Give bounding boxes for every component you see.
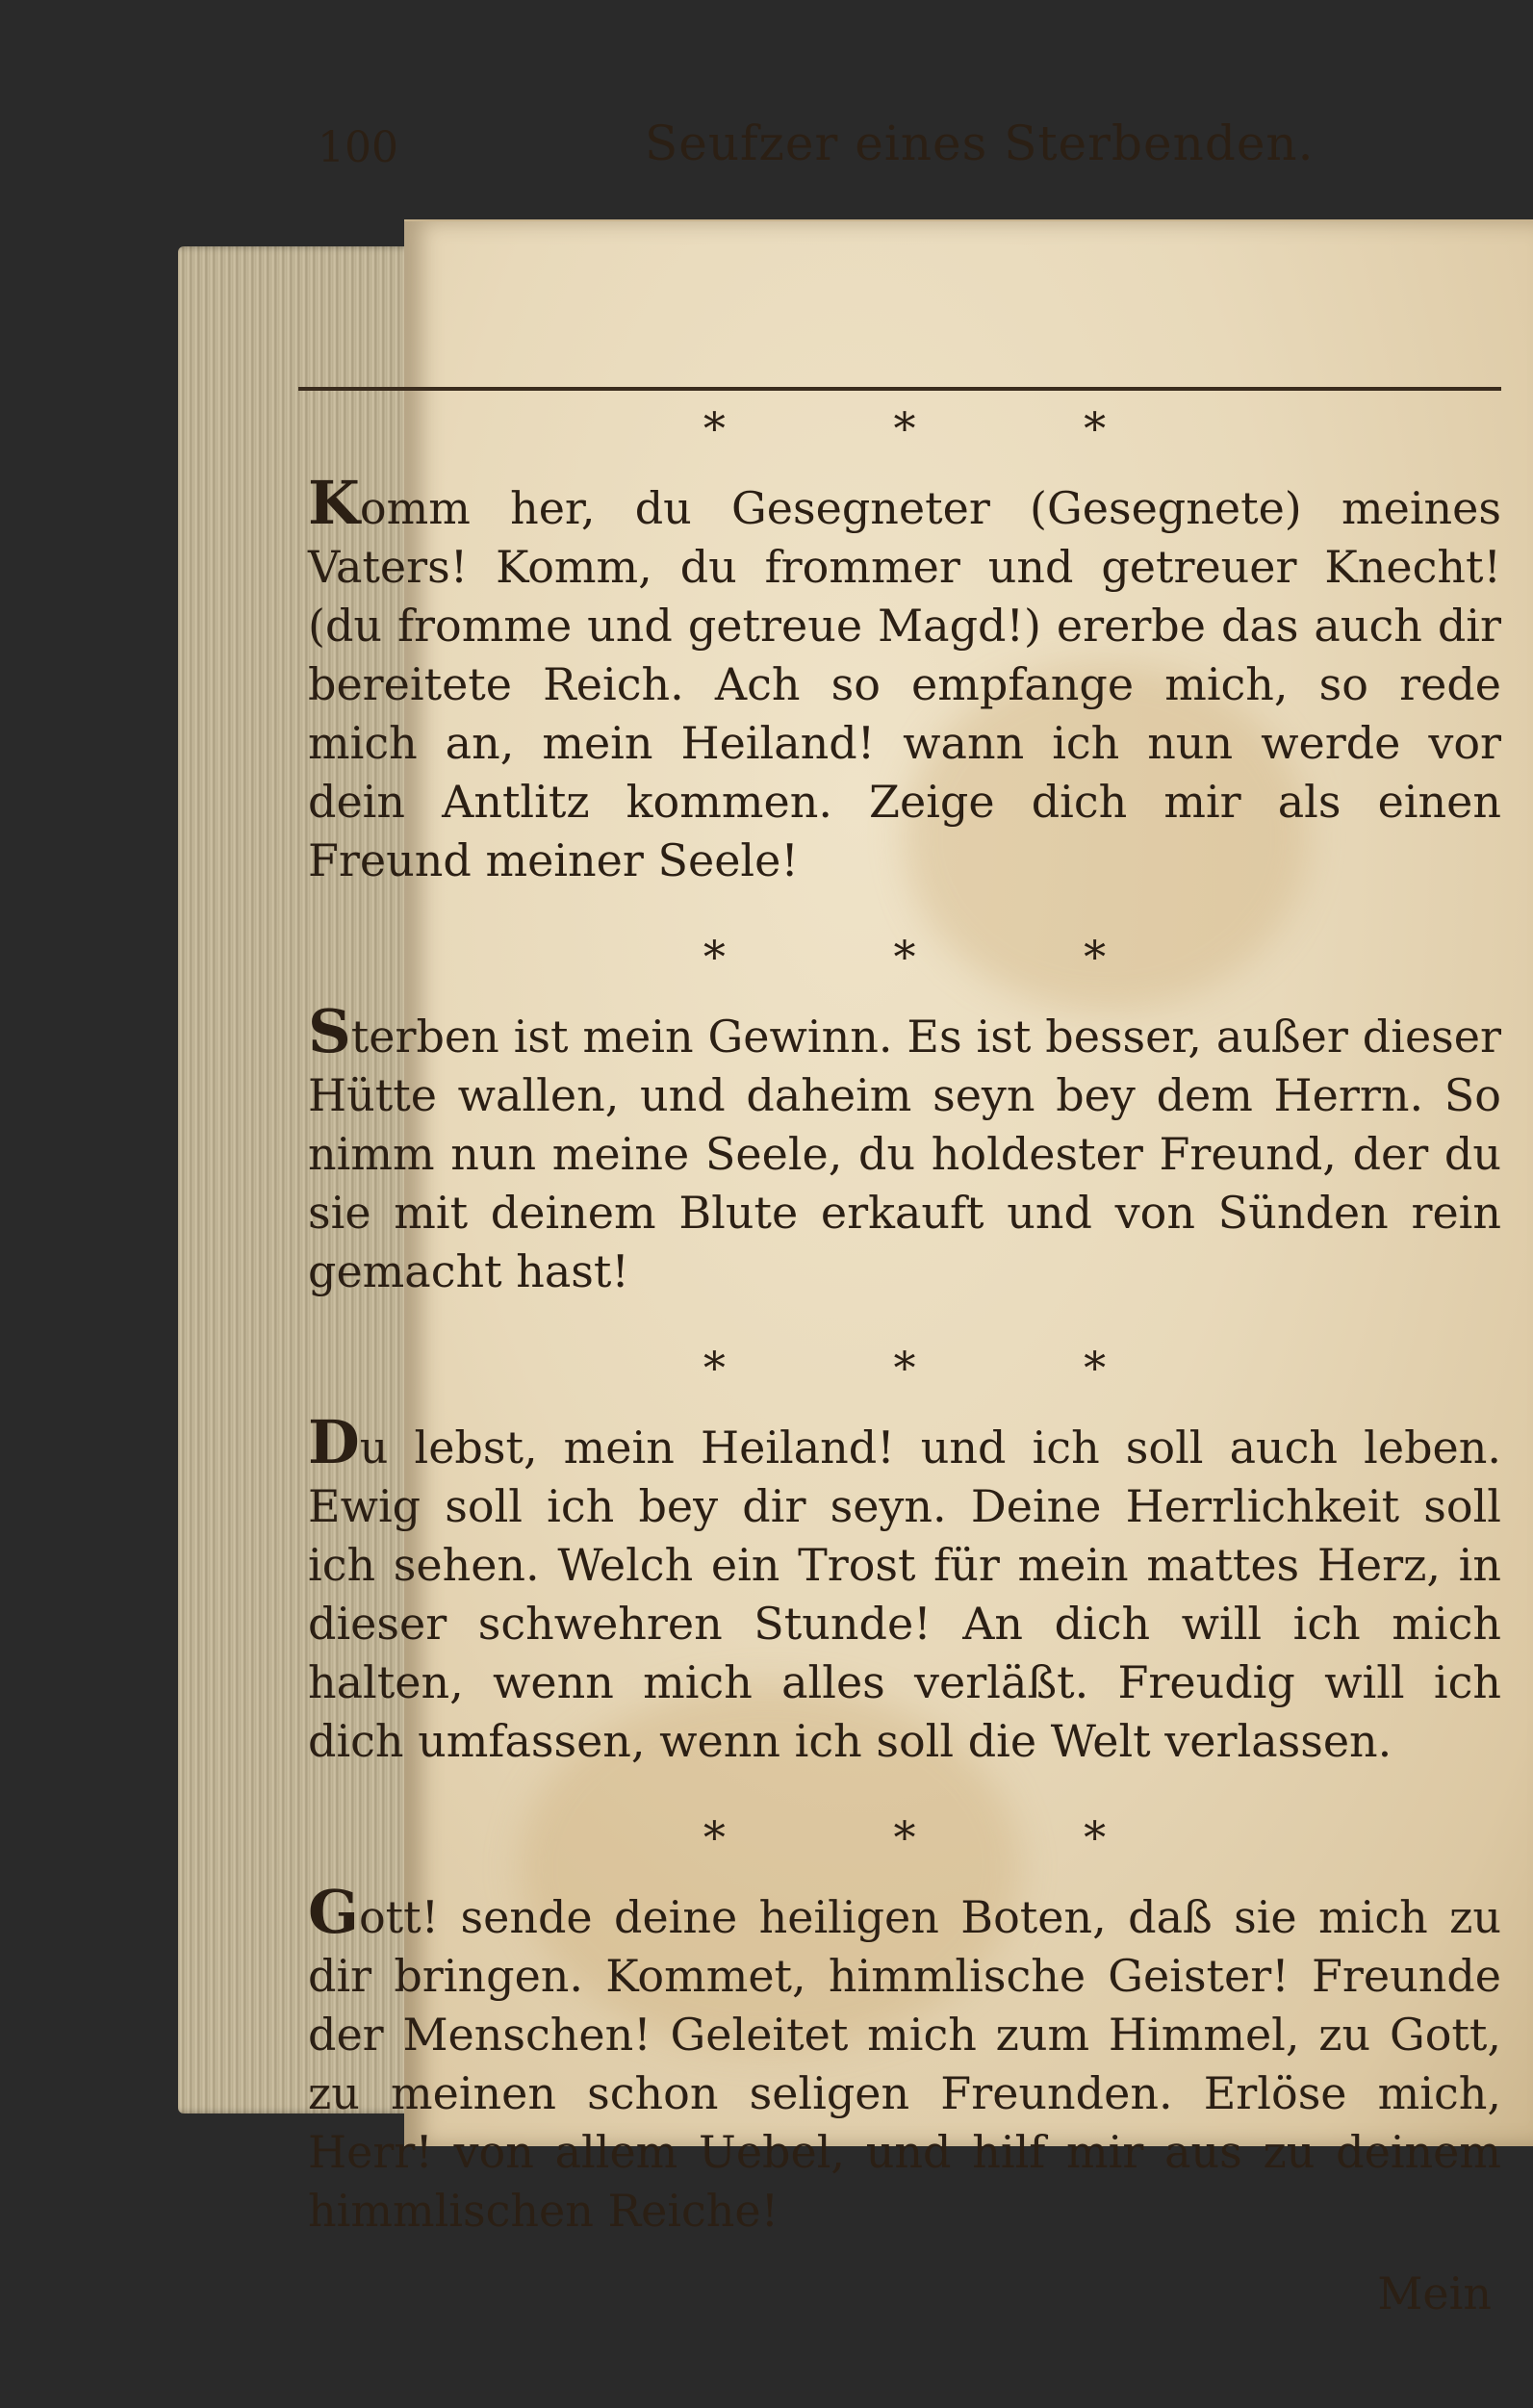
initial-letter: K xyxy=(308,468,360,538)
initial-letter: S xyxy=(308,996,351,1066)
paragraph xyxy=(308,1407,1501,1771)
paragraph-text: ott! sende deine heiligen Boten, daß sie mich zu dir bringen. Kommet, himmlische Geister! Freunde der Menschen! Geleitet mich zum Himmel, zu Gott, zu meinen schon seligen Freunden. Erlöse mich, Herr! von allem Uebel, und hilf mir aus zu deinem himmlischen Reiche! xyxy=(308,1891,1501,2237)
paragraph xyxy=(308,996,1501,1301)
paragraph-text: omm her, du Gesegneter (Gesegnete) meines Vaters! Komm, du frommer und getreuer Knecht! (du fromme und getreue Magd!) ererbe das auch dir bereitete Reich. Ach so empfange mich, so rede mich an, mein Heiland! wann ich nun werde vor dein Antlitz kommen. Zeige dich mir als einen Freund meiner Seele! xyxy=(308,482,1501,886)
running-title: Seufzer eines Sterbenden. xyxy=(645,115,1315,171)
catchword: Mein xyxy=(1377,2267,1492,2319)
header-rule xyxy=(298,387,1501,391)
paragraph-text: u lebst, mein Heiland! und ich soll auch leben. Ewig soll ich bey dir seyn. Deine Herrlichkeit soll ich sehen. Welch ein Trost für mein mattes Herz, in dieser schwehren Stunde! An dich will ich mich halten, wenn mich alles verläßt. Freudig will ich dich umfassen, wenn ich soll die Welt verlassen. xyxy=(308,1422,1501,1767)
separator-stars: * * * xyxy=(703,402,1184,454)
page-body xyxy=(308,395,1501,2319)
paragraph xyxy=(308,468,1501,890)
page-header xyxy=(298,106,1520,183)
paragraph xyxy=(308,1877,1501,2241)
paragraph-text: terben ist mein Gewinn. Es ist besser, außer dieser Hütte wallen, und daheim seyn bey dem Herrn. So nimm nun meine Seele, du holdester Freund, der du sie mit deinem Blute erkauft und von Sünden rein gemacht hast! xyxy=(308,1011,1501,1297)
separator-stars: * * * xyxy=(703,931,1184,983)
separator-stars: * * * xyxy=(703,1342,1184,1394)
page-number: 100 xyxy=(318,123,398,172)
separator-stars: * * * xyxy=(703,1811,1184,1863)
initial-letter: G xyxy=(308,1877,359,1947)
initial-letter: D xyxy=(308,1407,360,1477)
